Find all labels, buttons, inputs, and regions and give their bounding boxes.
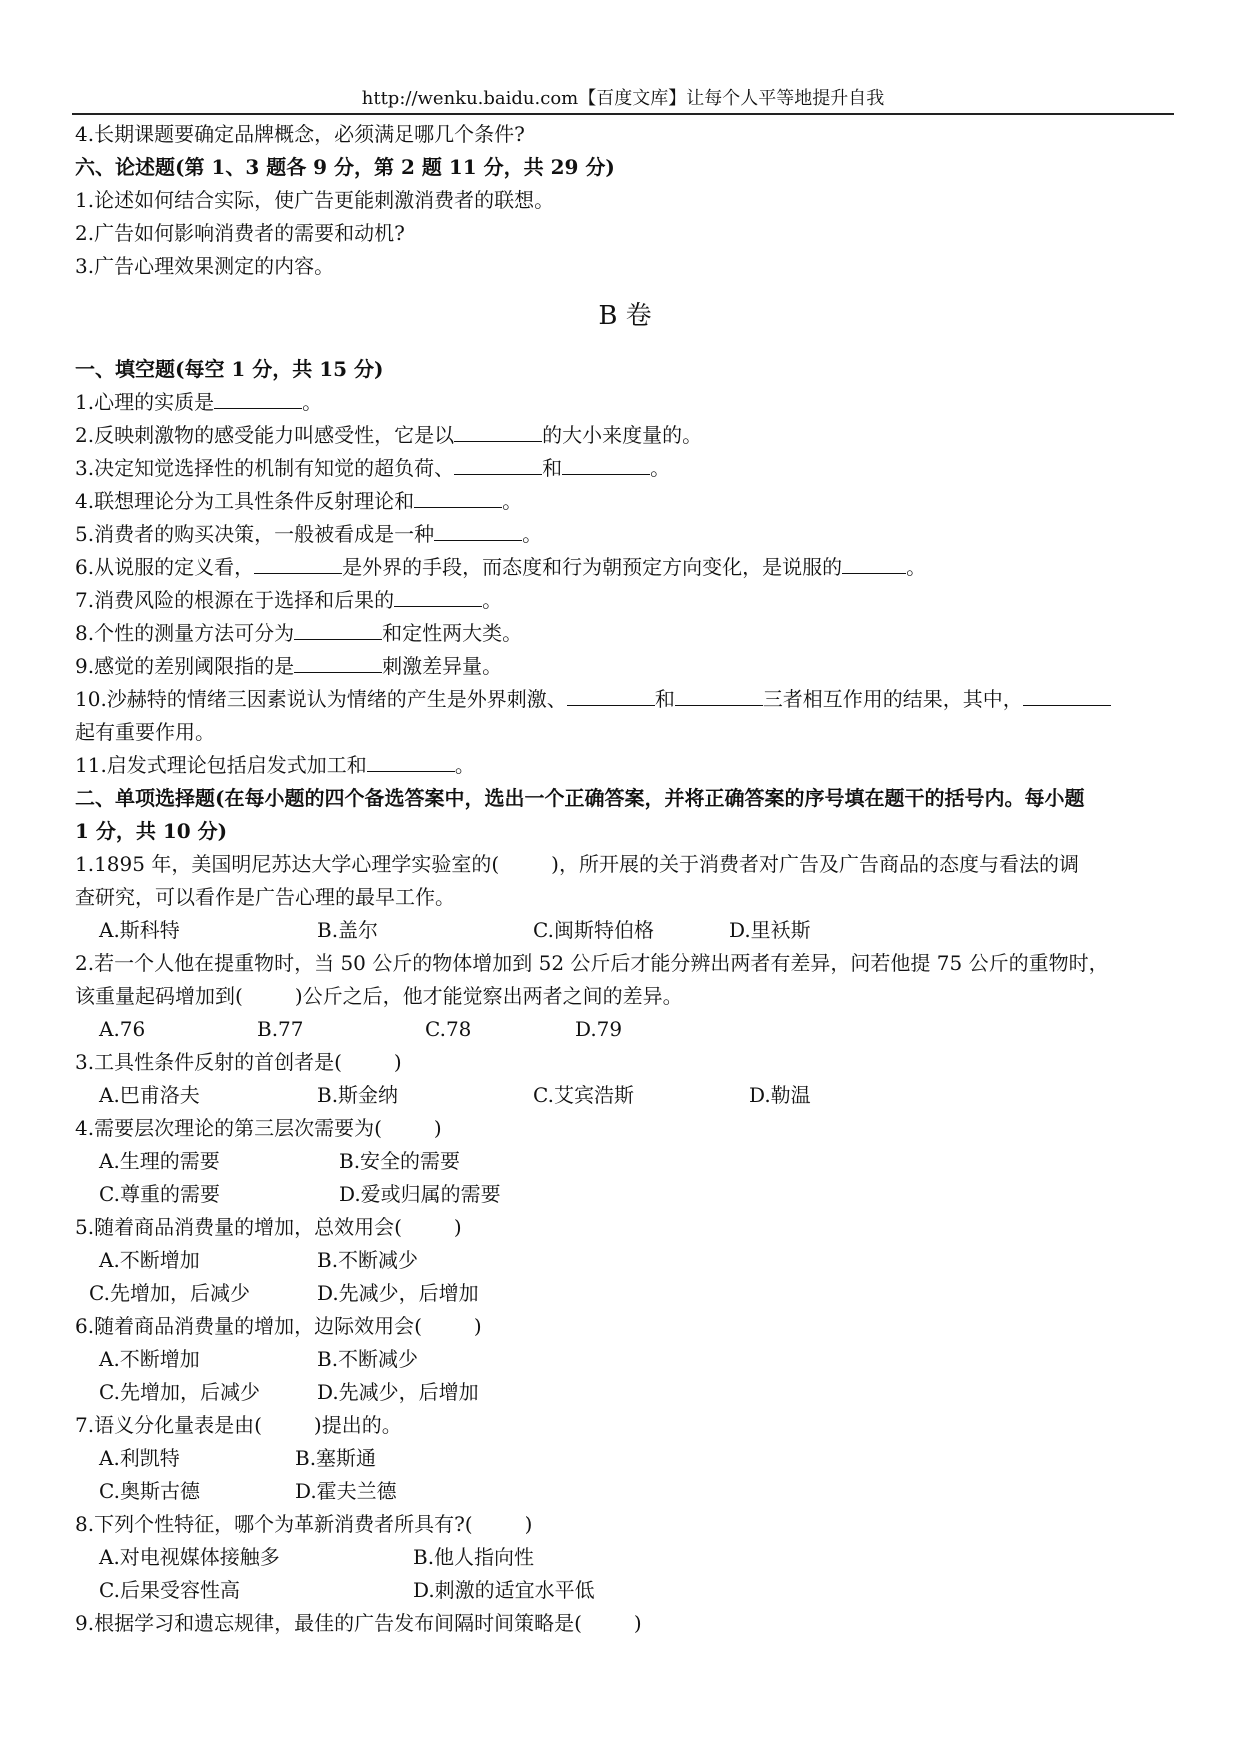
fill-question-8: 8.个性的测量方法可分为 和定性两大类。 <box>75 621 523 645</box>
choice-question-6: 6.随着商品消费量的增加，边际效用会( ) <box>75 1314 482 1338</box>
option: A.对电视媒体接触多 <box>99 1545 280 1569</box>
choice-options-2 <box>75 1013 1175 1046</box>
fill-question-6: 6.从说服的定义看， 是外界的手段，而态度和行为朝预定方向变化，是说服的 。 <box>75 555 927 579</box>
choice-question-3: 3.工具性条件反射的首创者是( ) <box>75 1050 402 1074</box>
option: B.不断减少 <box>317 1248 419 1272</box>
option: A.不断增加 <box>99 1248 200 1272</box>
choice-options-8b <box>75 1574 1175 1607</box>
fill-blank-heading: 一、填空题(每空 1 分，共 15 分) <box>75 357 384 381</box>
essay-question-3: 3.广告心理效果测定的内容。 <box>75 254 335 278</box>
option: B.不断减少 <box>317 1347 419 1371</box>
option: A.不断增加 <box>99 1347 200 1371</box>
option: C.先增加，后减少 <box>99 1380 260 1404</box>
choice-options-1 <box>75 914 1175 947</box>
fill-question-7: 7.消费风险的根源在于选择和后果的 。 <box>75 588 503 612</box>
option: C.闽斯特伯格 <box>533 918 654 942</box>
choice-question-9: 9.根据学习和遗忘规律，最佳的广告发布间隔时间策略是( ) <box>75 1611 642 1635</box>
fill-question-2: 2.反映刺激物的感受能力叫感受性，它是以 的大小来度量的。 <box>75 423 703 447</box>
option: C.78 <box>425 1017 472 1041</box>
choice-question-2: 2.若一个人他在提重物时，当 50 公斤的物体增加到 52 公斤后才能分辨出两者有差异，问若他提 75 公斤的重物时， <box>75 951 1109 975</box>
choice-options-4b <box>75 1178 1175 1211</box>
option: C.尊重的需要 <box>99 1182 220 1206</box>
choice-options-6b <box>75 1376 1175 1409</box>
answer-blank <box>294 619 382 640</box>
fill-question-10-cont: 起有重要作用。 <box>75 720 215 744</box>
choice-options-7a <box>75 1442 1175 1475</box>
option: B.塞斯通 <box>295 1446 377 1470</box>
answer-blank <box>842 553 906 574</box>
answer-blank <box>562 454 650 475</box>
choice-options-7b <box>75 1475 1175 1508</box>
option: A.巴甫洛夫 <box>99 1083 200 1107</box>
fill-question-10: 10.沙赫特的情绪三因素说认为情绪的产生是外界刺激、 和 三者相互作用的结果，其中， <box>75 683 1175 716</box>
option: A.生理的需要 <box>99 1149 220 1173</box>
option: A.斯科特 <box>99 918 180 942</box>
answer-blank <box>675 685 763 706</box>
option: D.霍夫兰德 <box>295 1479 397 1503</box>
choice-heading-line1: 二、单项选择题(在每小题的四个备选答案中，选出一个正确答案，并将正确答案的序号填在题干的括号内。每小题 <box>75 786 1085 810</box>
fill-question-5: 5.消费者的购买决策，一般被看成是一种 。 <box>75 522 543 546</box>
answer-blank <box>294 652 382 673</box>
option: B.盖尔 <box>317 918 379 942</box>
answer-blank <box>434 520 522 541</box>
fill-question-11: 11.启发式理论包括启发式加工和 。 <box>75 753 475 777</box>
option: B.安全的需要 <box>339 1149 461 1173</box>
answer-blank <box>567 685 655 706</box>
choice-options-5a <box>75 1244 1175 1277</box>
choice-question-1-cont: 查研究，可以看作是广告心理的最早工作。 <box>75 885 455 909</box>
answer-blank <box>254 553 342 574</box>
choice-question-1: 1.1895 年，美国明尼苏达大学心理学实验室的( )，所开展的关于消费者对广告及广告商品的态度与看法的调 <box>75 852 1079 876</box>
choice-options-6a <box>75 1343 1175 1376</box>
choice-question-8: 8.下列个性特征，哪个为革新消费者所具有?( ) <box>75 1512 533 1536</box>
fill-question-1: 1.心理的实质是 。 <box>75 390 323 414</box>
option: D.先减少，后增加 <box>317 1281 479 1305</box>
fill-question-3: 3.决定知觉选择性的机制有知觉的超负荷、 和 。 <box>75 456 671 480</box>
choice-options-8a <box>75 1541 1175 1574</box>
question-a4: 4.长期课题要确定品牌概念，必须满足哪几个条件? <box>75 122 525 146</box>
option: D.刺激的适宜水平低 <box>413 1578 595 1602</box>
option: D.先减少，后增加 <box>317 1380 479 1404</box>
option: C.后果受容性高 <box>99 1578 240 1602</box>
paper-b-title: B 卷 <box>598 301 652 331</box>
fill-question-4: 4.联想理论分为工具性条件反射理论和 。 <box>75 489 523 513</box>
option: C.奥斯古德 <box>99 1479 200 1503</box>
answer-blank <box>214 388 302 409</box>
option: B.斯金纳 <box>317 1083 399 1107</box>
option: A.76 <box>99 1017 146 1041</box>
essay-question-1: 1.论述如何结合实际，使广告更能刺激消费者的联想。 <box>75 188 555 212</box>
document-body <box>75 118 1175 1640</box>
choice-heading-line2: 1 分，共 10 分) <box>75 819 228 843</box>
fill-question-9: 9.感觉的差别阈限指的是 刺激差异量。 <box>75 654 503 678</box>
option: D.里袄斯 <box>729 918 811 942</box>
choice-question-7: 7.语义分化量表是由( )提出的。 <box>75 1413 402 1437</box>
choice-question-5: 5.随着商品消费量的增加，总效用会( ) <box>75 1215 462 1239</box>
option: D.爱或归属的需要 <box>339 1182 501 1206</box>
option: D.勒温 <box>749 1083 811 1107</box>
answer-blank <box>454 421 542 442</box>
answer-blank <box>414 487 502 508</box>
answer-blank <box>394 586 482 607</box>
page-header: http://wenku.baidu.com【百度文库】让每个人平等地提升自我 <box>72 86 1174 115</box>
option: B.77 <box>257 1017 304 1041</box>
option: C.先增加，后减少 <box>89 1281 250 1305</box>
option: C.艾宾浩斯 <box>533 1083 634 1107</box>
essay-question-2: 2.广告如何影响消费者的需要和动机? <box>75 221 405 245</box>
choice-options-4a <box>75 1145 1175 1178</box>
option: B.他人指向性 <box>413 1545 535 1569</box>
option: A.利凯特 <box>99 1446 180 1470</box>
answer-blank <box>454 454 542 475</box>
answer-blank <box>367 751 455 772</box>
choice-question-2-cont: 该重量起码增加到( )公斤之后，他才能觉察出两者之间的差异。 <box>75 984 683 1008</box>
choice-options-3 <box>75 1079 1175 1112</box>
option: D.79 <box>575 1017 623 1041</box>
choice-options-5b <box>75 1277 1175 1310</box>
answer-blank <box>1023 685 1111 706</box>
choice-question-4: 4.需要层次理论的第三层次需要为( ) <box>75 1116 442 1140</box>
section-essay-heading: 六、论述题(第 1、3 题各 9 分，第 2 题 11 分，共 29 分) <box>75 155 615 179</box>
